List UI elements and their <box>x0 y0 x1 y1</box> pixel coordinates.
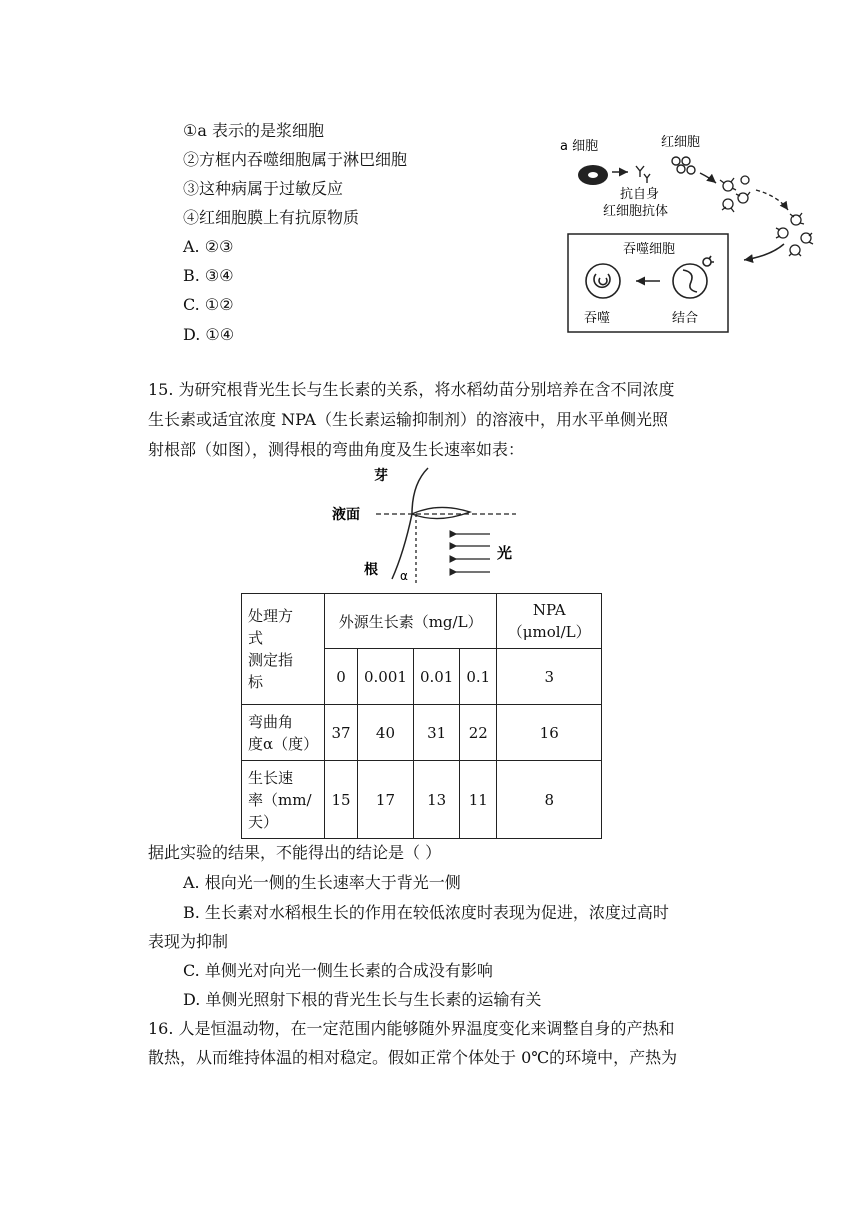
angle-label-1: 弯曲角 <box>248 712 294 731</box>
rate-label-3: 天） <box>248 812 279 831</box>
red-cell-label: 红细胞 <box>661 135 701 150</box>
table-cell: 0 <box>325 649 358 705</box>
table-cell: 40 <box>358 705 414 761</box>
q15-stem-line-3: 射根部（如图），测得根的弯曲角度及生长速率如表： <box>148 440 525 459</box>
red-cells-icon <box>672 157 695 174</box>
q15-stem-line-2: 生长素或适宜浓度 NPA（生长素运输抑制剂）的溶液中，用水平单侧光照 <box>148 410 668 429</box>
root-label: 根 <box>364 562 378 578</box>
npa-header-2: （μmol/L） <box>507 623 591 641</box>
table-cell: 0.1 <box>460 649 497 705</box>
table-corner-cell <box>242 594 325 705</box>
q14-choice-d: D. ①④ <box>183 325 235 344</box>
antibody-icon <box>636 166 650 183</box>
q15-option-b-line-2: 表现为抑制 <box>148 932 229 951</box>
bind-label: 结合 <box>672 311 699 326</box>
table-cell: 8 <box>497 761 602 839</box>
q14-choice-b: B. ③④ <box>183 266 234 285</box>
phagocyte-label: 吞噬细胞 <box>623 242 676 257</box>
table-cell: 11 <box>460 761 497 839</box>
light-label: 光 <box>497 544 513 562</box>
angle-label-2: 度α（度） <box>248 734 319 753</box>
antibody-label-2: 红细胞抗体 <box>603 204 669 219</box>
light-arrows <box>456 534 490 572</box>
q14-statement-1: ①a 表示的是浆细胞 <box>183 121 324 140</box>
phagocyte-bind-icon <box>673 256 714 298</box>
q16-line-2: 散热，从而维持体温的相对稳定。假如正常个体处于 0℃的环境中，产热为 <box>148 1048 678 1067</box>
a-cell-label: a 细胞 <box>560 139 599 154</box>
root-light-diagram <box>320 462 530 590</box>
rate-label-1: 生长速 <box>248 768 294 787</box>
table-header-row <box>242 594 602 649</box>
table-cell: 37 <box>325 705 358 761</box>
table-cell: 13 <box>413 761 459 839</box>
antibody-label-1: 抗自身 <box>620 187 660 202</box>
q14-statement-3: ③这种病属于过敏反应 <box>183 179 344 198</box>
q14-statement-4: ④红细胞膜上有抗原物质 <box>183 208 360 227</box>
corner-text-2: 式 <box>248 629 264 647</box>
q15-option-c: C. 单侧光对向光一侧生长素的合成没有影响 <box>183 961 493 980</box>
row-label-angle <box>242 705 325 761</box>
table-cell: 15 <box>325 761 358 839</box>
npa-group-header <box>497 594 602 649</box>
results-table <box>241 593 602 839</box>
corner-text-1: 处理方 <box>248 607 294 625</box>
corner-text-4: 标 <box>248 673 264 691</box>
q15-question: 据此实验的结果，不能得出的结论是（ ） <box>148 843 442 862</box>
q15-option-d: D. 单侧光照射下根的背光生长与生长素的运输有关 <box>183 990 542 1009</box>
row-label-rate <box>242 761 325 839</box>
q14-choice-a: A. ②③ <box>183 237 234 256</box>
table-cell: 16 <box>497 705 602 761</box>
q14-statement-2: ②方框内吞噬细胞属于淋巴细胞 <box>183 150 408 169</box>
q14-choice-c: C. ①② <box>183 295 234 314</box>
bud-label: 芽 <box>374 468 388 484</box>
leaf <box>412 507 470 518</box>
table-row <box>242 761 602 839</box>
npa-header-1: NPA <box>532 601 566 619</box>
q15-option-a: A. 根向光一侧的生长速率大于背光一侧 <box>183 873 461 892</box>
q15-stem-line-1: 15. 为研究根背光生长与生长素的关系，将水稻幼苗分别培养在含不同浓度 <box>148 380 675 399</box>
table-cell: 3 <box>497 649 602 705</box>
table-cell: 17 <box>358 761 414 839</box>
antibody-coated-cells-icon <box>720 176 750 212</box>
auxin-group-header: 外源生长素（mg/L） <box>325 594 497 649</box>
table-row <box>242 705 602 761</box>
immune-diagram <box>548 128 828 338</box>
corner-text-3: 测定指 <box>248 651 294 669</box>
table-cell: 0.001 <box>358 649 414 705</box>
q16-line-1: 16. 人是恒温动物，在一定范围内能够随外界温度变化来调整自身的产热和 <box>148 1019 675 1038</box>
phagocyte-engulf-icon <box>586 264 620 298</box>
table-cell: 22 <box>460 705 497 761</box>
table-cell: 0.01 <box>413 649 459 705</box>
liquid-level-label: 液面 <box>332 507 360 523</box>
rate-label-2: 率（mm/ <box>248 790 312 809</box>
engulf-label: 吞噬 <box>584 311 611 326</box>
shoot-stem <box>412 468 428 514</box>
q15-option-b-line-1: B. 生长素对水稻根生长的作用在较低浓度时表现为促进，浓度过高时 <box>183 903 669 922</box>
table-cell: 31 <box>413 705 459 761</box>
alpha-label: α <box>400 569 408 583</box>
